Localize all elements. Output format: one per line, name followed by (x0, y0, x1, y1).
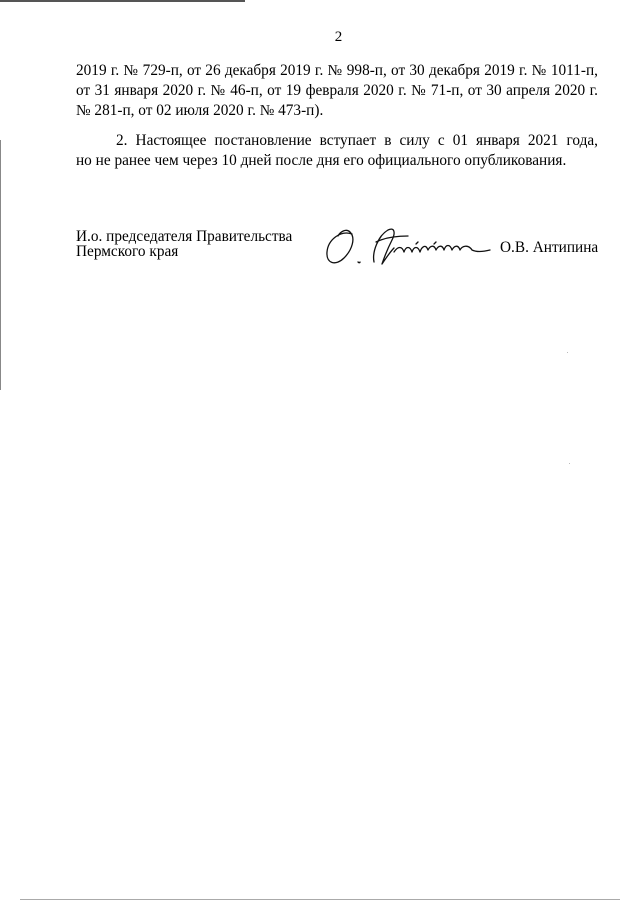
signatory-title-line: Пермского края (76, 243, 179, 260)
paragraph-effective-date (76, 131, 598, 171)
scan-edge-top (0, 0, 245, 2)
scan-speck (567, 352, 568, 353)
paragraph-amendments-list (76, 61, 598, 121)
signatory-title-line: И.о. председателя Правительства (76, 228, 293, 245)
page-number: 2 (334, 29, 343, 45)
text-line: 2. Настоящее постановление вступает в силу с 01 января 2021 года, (116, 132, 598, 149)
scan-speck (569, 463, 570, 464)
signatory-name: О.В. Антипина (500, 239, 599, 256)
handwritten-signature (322, 222, 502, 272)
scan-edge-bottom (20, 899, 620, 900)
text-line: 2019 г. № 729-п, от 26 декабря 2019 г. № 998-п, от 30 декабря 2019 г. № 1011-п, (76, 62, 598, 79)
document-body (76, 61, 598, 171)
signatory-title (76, 229, 316, 259)
scan-edge-left (0, 140, 1, 390)
text-line: но не ранее чем через 10 дней после дня его официального опубликования. (76, 152, 567, 169)
text-line: № 281-п, от 02 июля 2020 г. № 473-п). (76, 102, 324, 119)
text-line: от 31 января 2020 г. № 46-п, от 19 февраля 2020 г. № 71-п, от 30 апреля 2020 г. (76, 82, 598, 99)
